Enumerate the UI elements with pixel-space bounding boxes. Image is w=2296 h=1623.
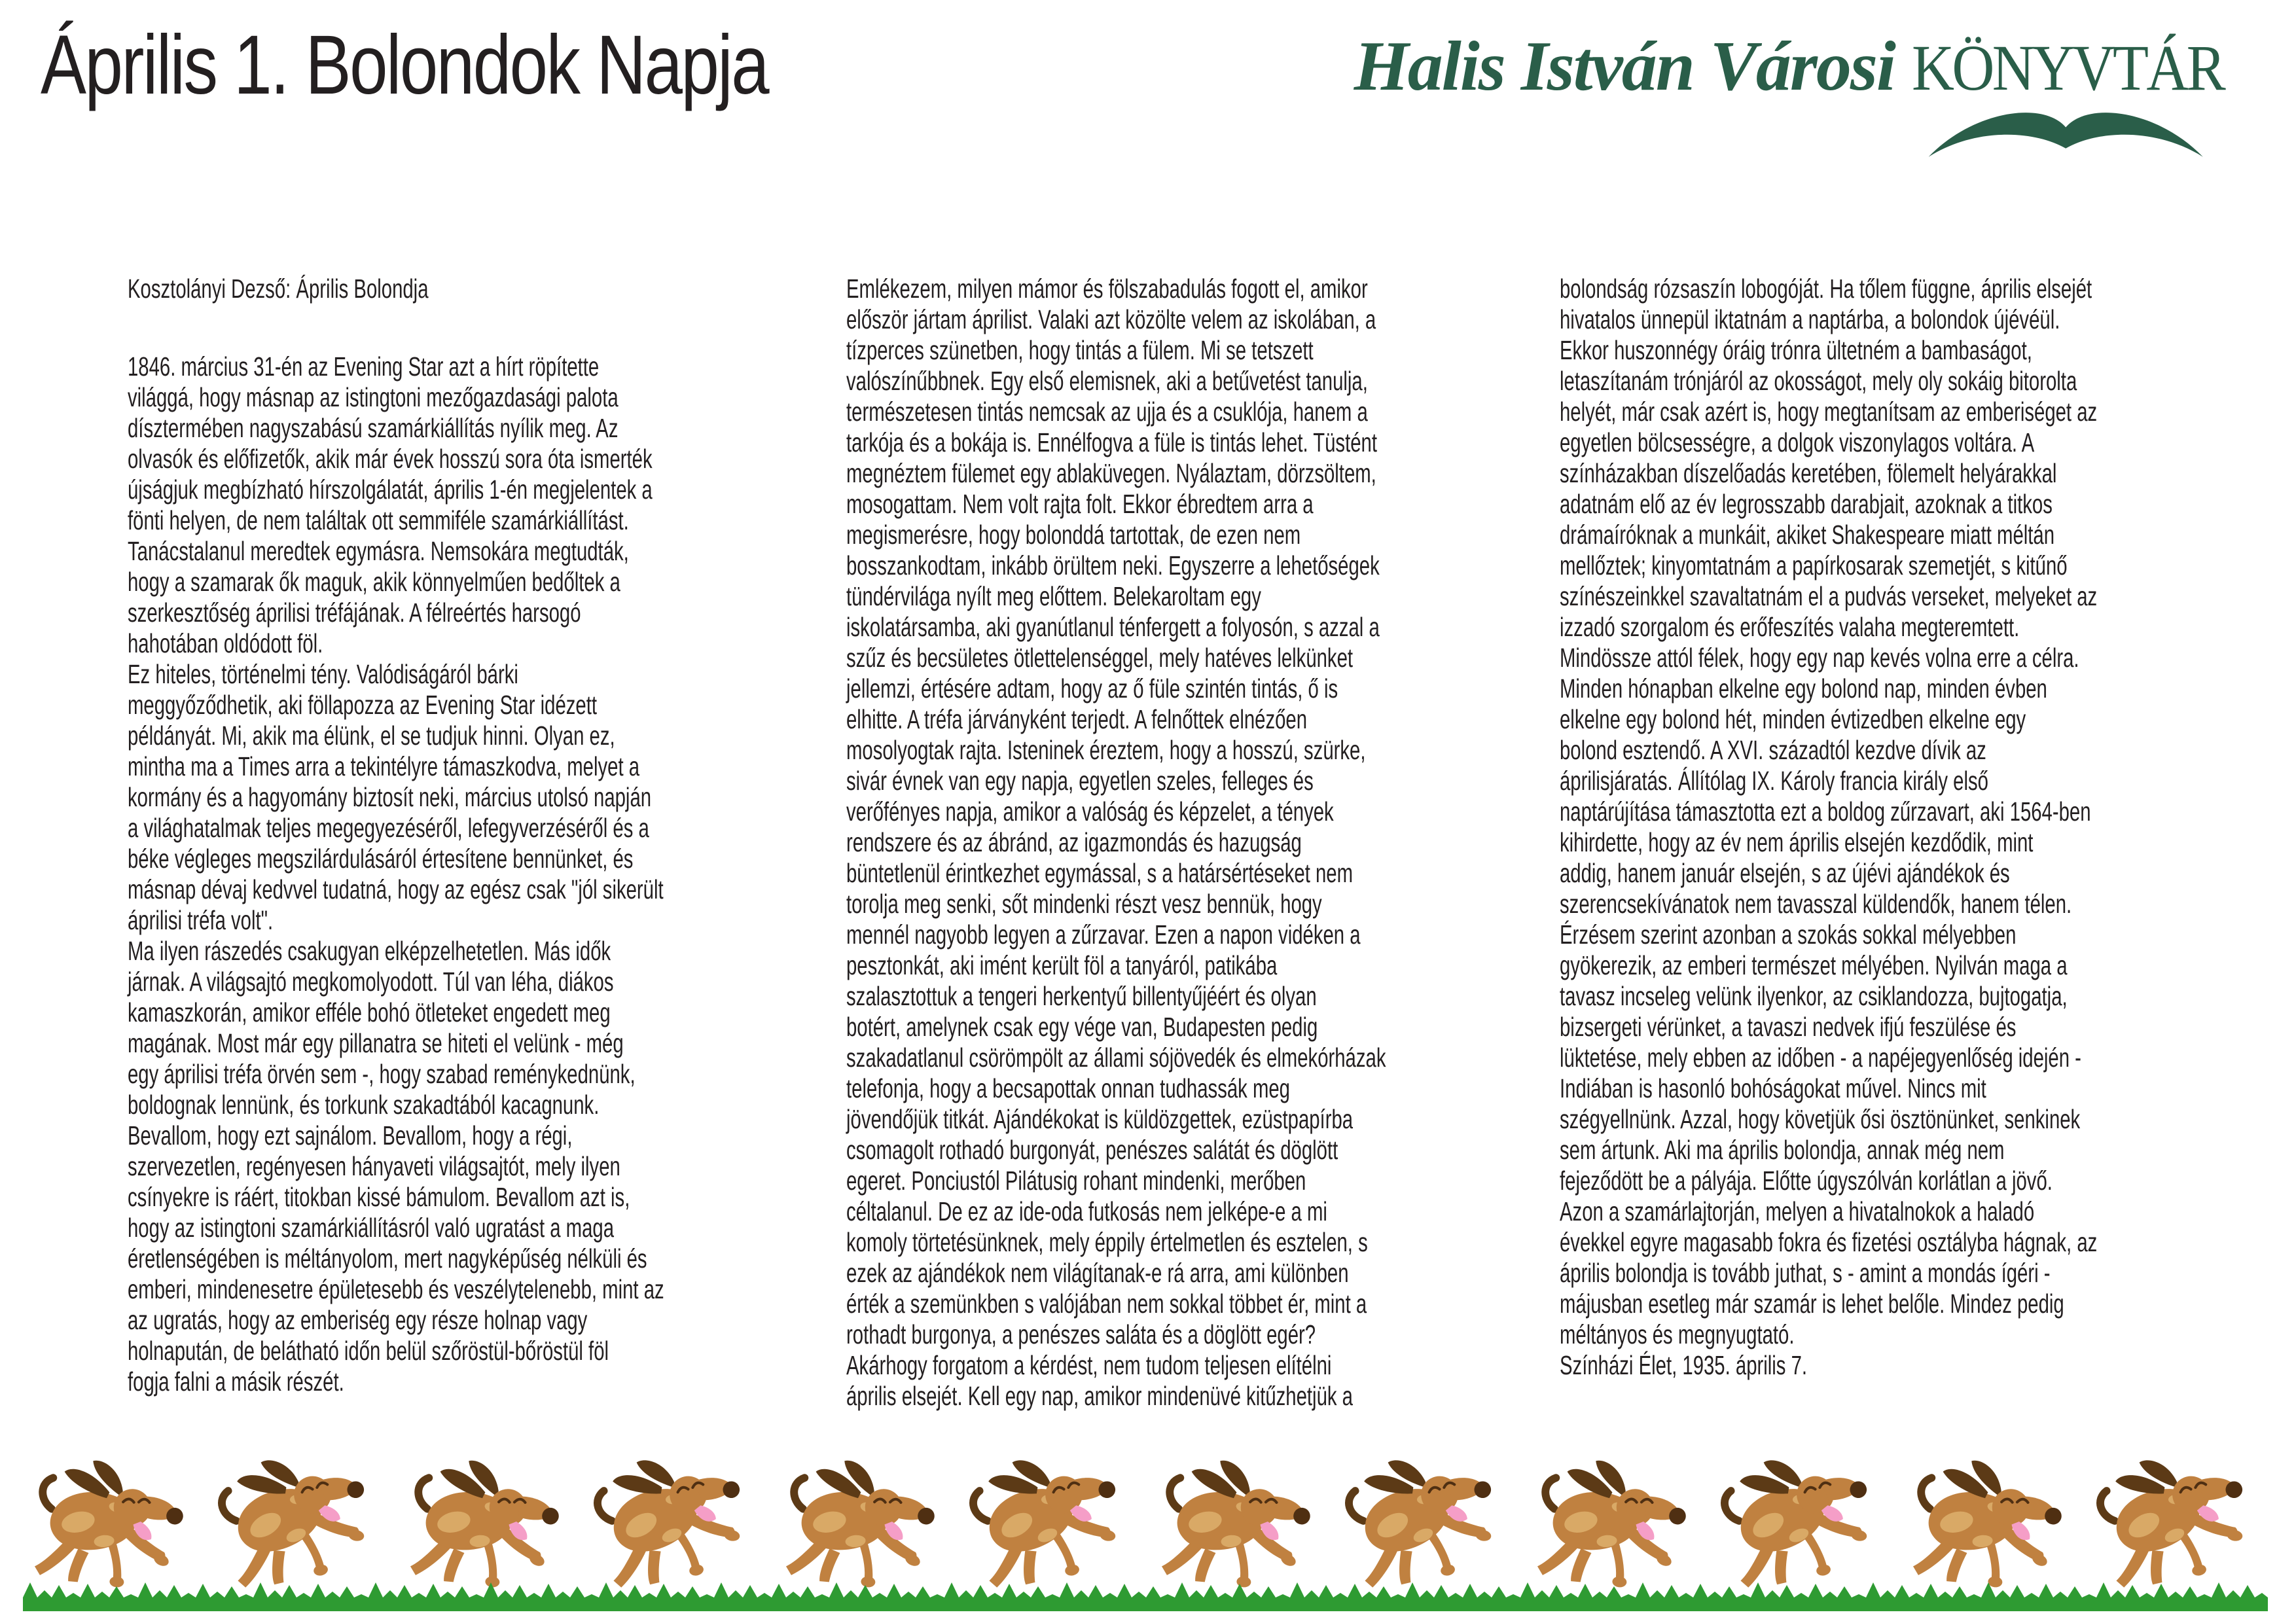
text-line: kihirdette, hogy az év nem április elsején kezdődik, mint (1560, 827, 2034, 857)
text-line: megismerésre, hogy bolonddá tartottak, de ezen nem (846, 520, 1301, 550)
jumping-dog-icon (2074, 1431, 2272, 1605)
text-line: emberi, mindenesetre épületesebb és veszélytelenebb, mint az (128, 1274, 664, 1304)
jumping-dog (947, 1431, 1145, 1605)
jumping-dog (17, 1447, 200, 1600)
text-line: szakadatlanul csörömpölt az állami sójövedék és elmekórházak (846, 1043, 1386, 1073)
text-line: egyetlen bölcsességre, a dolgok viszonylagos voltára. A (1560, 427, 2035, 457)
text-line: csínyekre is ráért, titokban kissé bámulom. Bevallom azt is, (128, 1182, 630, 1212)
text-line: sivár évnek van egy napja, egyetlen szeles, felleges és (846, 766, 1314, 796)
text-line: évekkel egyre magasabb fokra és fizetési osztályba hágnak, az (1560, 1227, 2098, 1257)
page-title: Április 1. Bolondok Napja (41, 18, 768, 112)
text-line: bolond esztendő. A XVI. századtól kezdve dívik az (1560, 735, 1986, 765)
text-line: világgá, hogy másnap az istingtoni mezőgazdasági palota (128, 382, 619, 412)
text-line: tündérvilága nyílt meg előttem. Belekaroltam egy (846, 581, 1261, 611)
text-line: meggyőződhetik, aki föllapozza az Evening Star idézett (128, 690, 598, 720)
jumping-dog (196, 1431, 394, 1605)
text-line: letaszítanám trónjáról az okosságot, mely oly sokáig bitorolta (1560, 366, 2077, 396)
text-line: érték a szemünkben s valójában nem sokkal többet ér, mint a (846, 1289, 1367, 1319)
text-line: jellemzi, értésére adtam, hogy az ő füle szintén tintás, ő is (846, 673, 1338, 704)
text-line: botért, amelynek csak egy vége van, Budapesten pedig (846, 1012, 1318, 1042)
jumping-dog-icon (571, 1431, 770, 1605)
text-line: április bolondja is tovább juthat, s - amint a mondás ígéri - (1560, 1258, 2051, 1288)
text-line: tarkója és a bokája is. Ennélfogva a füle is tintás lehet. Tüstént (846, 427, 1377, 457)
text-line: Akárhogy forgatom a kérdést, nem tudom teljesen elítélni (846, 1350, 1332, 1380)
text-line: gyökerezik, az emberi természet mélyében. Nyilván maga a (1560, 950, 2068, 980)
text-line: iskolatársamba, aki gyanútlanul ténfergett a folyosón, s azzal a (846, 612, 1380, 642)
text-line: holnapután, de belátható időn belül szőröstül-bőröstül föl (128, 1336, 609, 1366)
text-line: az ugratás, hogy az emberiség egy része holnap vagy (128, 1305, 588, 1335)
text-line: másnap dévaj kedvvel tudatná, hogy az egész csak "jól sikerült (128, 874, 664, 904)
jumping-dog-icon (1520, 1447, 1702, 1600)
jumping-dog-icon (768, 1447, 951, 1600)
text-line: mosogattam. Nem volt rajta folt. Ekkor ébredtem arra a (846, 489, 1314, 519)
text-line: fönti helyen, de nem találtak ott semmiféle szamárkiállítást. (128, 505, 629, 535)
article-byline: Kosztolányi Dezső: Április Bolondja (128, 274, 429, 304)
text-line: mellőztek; kinyomtatnám a papírkosarak szemetjét, s kitűnő (1560, 550, 2068, 580)
text-line: büntetlenül érintkezhet egymással, s a határsértéseket nem (846, 858, 1354, 888)
library-name-text: Halis István Városi (1354, 27, 1895, 105)
jumping-dog-icon (1895, 1447, 2078, 1600)
text-line: fejeződött be a pályája. Előtte úgyszólván korlátlan a jövő. (1560, 1166, 2053, 1196)
text-line: mennél nagyobb legyen a zűrzavar. Ezen a napon vidéken a (846, 919, 1361, 950)
text-line: kormány és a hagyomány biztosít neki, március utolsó napján (128, 782, 652, 812)
jumping-dog (1323, 1431, 1521, 1605)
text-line: Bevallom, hogy ezt sajnálom. Bevallom, hogy a régi, (128, 1120, 573, 1150)
text-line: járnak. A világsajtó megkomolyodott. Túl van léha, diákos (128, 967, 614, 997)
text-line: boldognak lennünk, és torkunk szakadtából kacagnunk. (128, 1090, 600, 1120)
text-line: egy áprilisi tréfa örvén sem -, hogy szabad reménykednünk, (128, 1059, 636, 1089)
text-line: Ekkor huszonnégy óráig trónra ültetném a bambaságot, (1560, 335, 2032, 365)
jumping-dog-icon (17, 1447, 200, 1600)
text-line: verőfényes napja, amikor a valóság és képzelet, a tények (846, 796, 1334, 827)
text-line: dísztermében nagyszabású szamárkiállítás nyílik meg. Az (128, 413, 619, 443)
text-line: magának. Most már egy pillanatra se hiteti el velünk - még (128, 1028, 624, 1058)
text-line: méltányos és megnyugtató. (1560, 1319, 1795, 1349)
text-line: Azon a szamárlajtorján, melyen a hivatalnokok a haladó (1560, 1196, 2035, 1226)
text-line: torolja meg senki, sőt mindenki részt vesz bennük, hogy (846, 889, 1322, 919)
text-line: bolondság rózsaszín lobogóját. Ha tőlem függne, április elsejét (1560, 274, 2092, 304)
text-line: májusban esetleg már szamár is lehet belőle. Mindez pedig (1560, 1289, 2064, 1319)
text-line: áprilisi tréfa volt". (128, 905, 274, 935)
text-line: Indiában is hasonló bohóságokat művel. Nincs mit (1560, 1073, 1986, 1103)
text-line: izzadó szorgalom és erőfeszítés valaha megteremtett. (1560, 612, 2020, 642)
text-line: áprilisjáratás. Állítólag IX. Károly francia király első (1560, 766, 1988, 796)
jumping-dog-icon (393, 1447, 575, 1600)
text-line: ezek az ajándékok nem világítanak-e rá arra, ami különben (846, 1258, 1349, 1288)
text-line: Ma ilyen rászedés csakugyan elképzelhetetlen. Más idők (128, 936, 611, 966)
jumping-dog-icon (196, 1431, 394, 1605)
jumping-dog (1698, 1431, 1897, 1605)
text-line: a világhatalmak teljes megegyezéséről, lefegyverzéséről és a (128, 813, 649, 843)
jumping-dog-icon (947, 1431, 1145, 1605)
text-line: természetesen tintás nemcsak az ujja és a csuklója, hanem a (846, 397, 1368, 427)
text-line: szervezetlen, regényesen hányaveti világsajtót, mely ilyen (128, 1151, 620, 1181)
text-line: olvasók és előfizetők, akik már évek hosszú sora óta ismerték (128, 444, 653, 474)
jumping-dog-icon (1698, 1431, 1897, 1605)
text-line: elhitte. A tréfa járványként terjedt. A felnőttek elnézően (846, 704, 1308, 734)
text-line: fogja falni a másik részét. (128, 1366, 344, 1397)
jumping-dog (1520, 1447, 1702, 1600)
text-line: rendszere és az ábránd, az igazmondás és hazugság (846, 827, 1302, 857)
jumping-dog (571, 1431, 770, 1605)
text-line: szerencsekívánatok nem tavasszal küldendők, hanem télen. (1560, 889, 2072, 919)
text-line: adatnám elő az év legrosszabb darabjait, azoknak a titkos (1560, 489, 2053, 519)
text-line: újságjuk megbízható hírszolgálatát, április 1-én megjelentek a (128, 474, 653, 505)
text-line: Érzésem szerint azonban a szokás sokkal mélyebben (1560, 919, 2017, 950)
text-line: megnéztem fülemet egy ablaküvegen. Nyálaztam, dörzsöltem, (846, 458, 1376, 488)
text-line: bizsergeti vérünket, a tavaszi nedvek ifjú feszülése és (1560, 1012, 2017, 1042)
text-line: Színházi Élet, 1935. április 7. (1560, 1350, 1808, 1380)
text-line: mosolyogtak rajta. Isteninek éreztem, hogy a hosszú, szürke, (846, 735, 1366, 765)
text-line: naptárújítása támasztotta ezt a boldog zűrzavart, aki 1564-ben (1560, 796, 2091, 827)
text-line: április elsejét. Kell egy nap, amikor mindenüvé kitűzhetjük a (846, 1381, 1353, 1411)
text-line: elkelne egy bolond hét, minden évtizedben elkelne egy (1560, 704, 2026, 734)
text-line: lüktetése, mely ebben az időben - a napéjegyenlőség idején - (1560, 1043, 2081, 1073)
text-line: szerkesztőség áprilisi tréfájának. A félreértés harsogó (128, 597, 581, 628)
text-line: szűz és becsületes ötlettelenséggel, mely hatéves lelkünket (846, 643, 1354, 673)
grass-strip (0, 1580, 2296, 1613)
text-line: mintha ma a Times arra a tekintélyre támaszkodva, melyet a (128, 751, 640, 781)
library-wordmark-text: KÖNYVTÁR (1911, 31, 2224, 104)
text-line: bosszankodtam, inkább örültem neki. Egyszerre a lehetőségek (846, 550, 1380, 580)
text-line: éretlenségében is méltányolom, mert nagyképűség nélküli és (128, 1243, 647, 1274)
jumping-dog (393, 1447, 575, 1600)
text-line: telefonja, hogy a becsapottak onnan tudhassák meg (846, 1073, 1290, 1103)
text-line: drámaíróknak a munkáit, akiket Shakespeare miatt méltán (1560, 520, 2055, 550)
text-line: hahotában oldódott föl. (128, 628, 323, 658)
text-line: csomagolt rothadó burgonyát, penészes salátát és döglött (846, 1135, 1338, 1165)
text-line: Emlékezem, milyen mámor és fölszabadulás fogott el, amikor (846, 274, 1368, 304)
text-line: szalasztottuk a tengeri herkentyű billentyűjéért és olyan (846, 981, 1317, 1011)
text-line: hivatalos ünnepül iktatnám a naptárba, a bolondok újévéül. (1560, 304, 2060, 334)
jumping-dog-icon (1144, 1447, 1327, 1600)
text-line: komoly törtetésünknek, mely éppily értelmetlen és esztelen, s (846, 1227, 1368, 1257)
text-line: rothadt burgonya, a penészes saláta és a döglött egér? (846, 1319, 1316, 1349)
text-line: 1846. március 31-én az Evening Star azt a hírt röpítette (128, 351, 600, 382)
text-line: hogy az istingtoni szamárkiállításról való ugratást a maga (128, 1213, 615, 1243)
text-line: Minden hónapban elkelne egy bolond nap, minden évben (1560, 673, 2047, 704)
text-line: Mindössze attól félek, hogy egy nap kevés volna erre a célra. (1560, 643, 2079, 673)
jumping-dog (1895, 1447, 2078, 1600)
text-line: egeret. Ponciustól Pilátusig rohant mindenki, merőben (846, 1166, 1306, 1196)
text-line: céltalanul. De ez az ide-oda futkosás nem jelképe-e a mi (846, 1196, 1327, 1226)
jumping-dog (768, 1447, 951, 1600)
jumping-dog (1144, 1447, 1327, 1600)
text-line: színészeinkkel szavaltatnám el a pudvás verseket, melyeket az (1560, 581, 2098, 611)
text-line: sem ártunk. Aki ma április bolondja, annak még nem (1560, 1135, 2005, 1165)
text-line: először jártam áprilist. Valaki azt közölte velem az iskolában, a (846, 304, 1376, 334)
text-line: tavasz incseleg velünk ilyenkor, az csiklandozza, bujtogatja, (1560, 981, 2068, 1011)
text-line: addig, hanem január elsején, s az újévi ajándékok és (1560, 858, 2010, 888)
text-line: helyét, már csak azért is, hogy megtanítsam az emberiséget az (1560, 397, 2098, 427)
text-line: szégyellnünk. Azzal, hogy követjük ősi ösztönünket, senkinek (1560, 1104, 2081, 1134)
text-line: Tanácstalanul meredtek egymásra. Nemsokára megtudták, (128, 536, 629, 566)
text-line: tízperces szünetben, hogy tintás a fülem. Mi se tetszett (846, 335, 1314, 365)
text-line: színházakban díszelőadás keretében, fölemelt helyárakkal (1560, 458, 2057, 488)
text-line: Ez hiteles, történelmi tény. Valódiságáról bárki (128, 659, 518, 689)
text-line: példányát. Mi, akik ma élünk, el se tudjuk hinni. Olyan ez, (128, 721, 615, 751)
text-line: béke végleges megszilárdulásáról értesítene bennünket, és (128, 844, 634, 874)
text-line: hogy a szamarak ők maguk, akik könnyelműen bedőltek a (128, 567, 620, 597)
grass-icon (0, 1580, 2296, 1613)
text-line: pesztonkát, aki imént került föl a tanyáról, patikába (846, 950, 1278, 980)
jumping-dog-icon (1323, 1431, 1521, 1605)
text-line: kamaszkorán, amikor efféle bohó ötleteket engedett meg (128, 997, 611, 1027)
jumping-dog (2074, 1431, 2272, 1605)
text-line: valószínűbbnek. Egy első elemisnek, aki a betűvetést tanulja, (846, 366, 1368, 396)
text-line: jövendőjük titkát. Ajándékokat is küldözgettek, ezüstpapírba (846, 1104, 1354, 1134)
